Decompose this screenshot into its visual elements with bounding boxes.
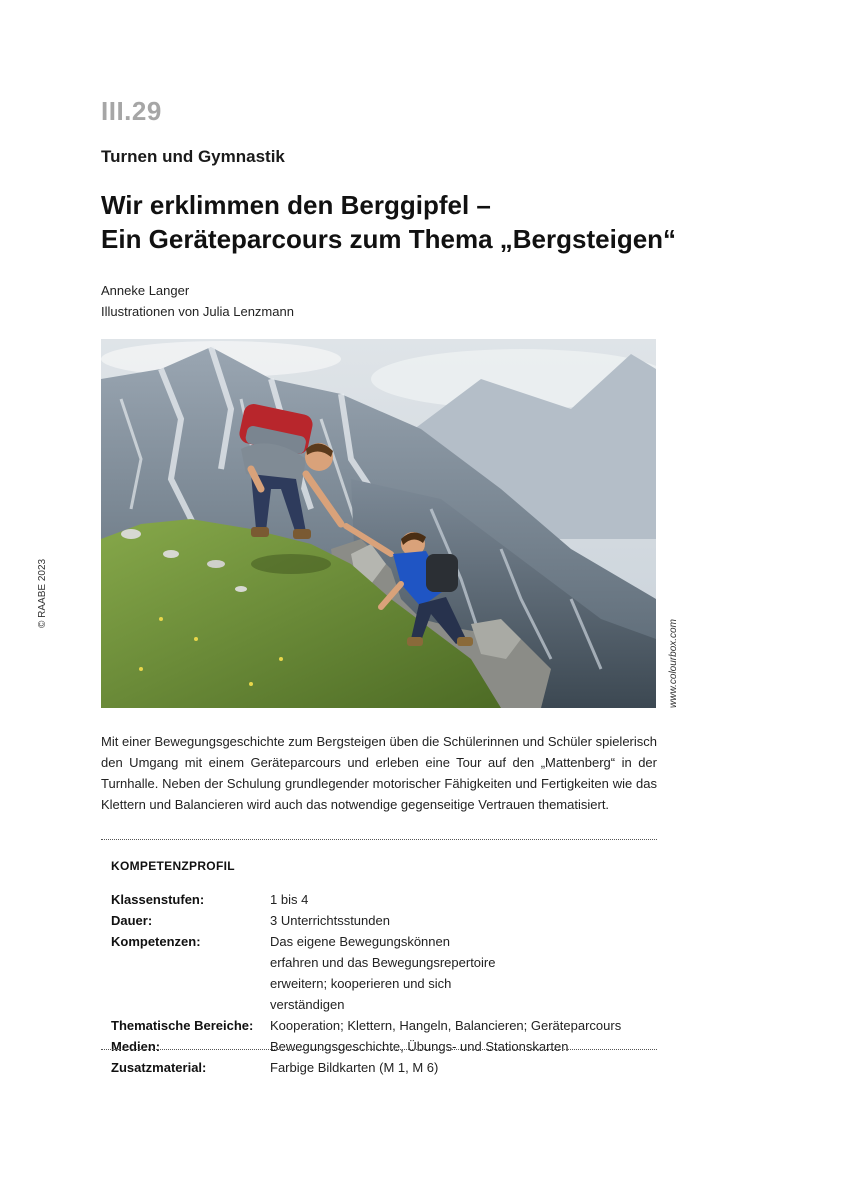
row-label: Zusatzmaterial: bbox=[111, 1060, 207, 1075]
page-title bbox=[101, 188, 676, 256]
section-number: III.29 bbox=[101, 96, 162, 126]
intro-paragraph: Mit einer Bewegungsgeschichte zum Bergsteigen üben die Schülerinnen und Schüler spielerisch den Umgang mit einem Geräteparcours und erleben eine Tour auf den „Mattenberg“ in der Turnhalle. Neben der Schulung grundlegender motorischer Fähigkeiten und Fertigkeiten wie das Klettern und Balancieren wird auch das notwendige gegenseitige Vertrauen thematisiert. bbox=[101, 734, 657, 812]
competence-profile-heading: KOMPETENZPROFIL bbox=[111, 859, 235, 873]
row-label: Dauer: bbox=[111, 913, 153, 928]
row-label: Medien: bbox=[111, 1039, 161, 1054]
table-row bbox=[111, 1036, 651, 1057]
table-row bbox=[111, 889, 651, 910]
author-name: Anneke Langer bbox=[101, 283, 190, 298]
row-value: 1 bis 4 bbox=[270, 892, 309, 907]
author-block bbox=[101, 280, 294, 322]
copyright-notice: © RAABE 2023 bbox=[37, 558, 48, 628]
mountain-hikers-illustration bbox=[101, 339, 656, 708]
row-label: Thematische Bereiche: bbox=[111, 1018, 254, 1033]
category-label: Turnen und Gymnastik bbox=[101, 147, 285, 166]
table-row bbox=[111, 1015, 651, 1036]
table-row bbox=[111, 910, 651, 931]
illustrator-name: Illustrationen von Julia Lenzmann bbox=[101, 304, 294, 319]
title-line-2: Ein Geräteparcours zum Thema „Bergsteigen“ bbox=[101, 224, 677, 254]
table-row bbox=[111, 1057, 651, 1078]
title-line-1: Wir erklimmen den Berggipfel – bbox=[101, 190, 491, 220]
row-value: Das eigene Bewegungskönnen erfahren und das Bewegungsrepertoire erweitern; kooperieren und sich verständigen bbox=[270, 934, 496, 1012]
row-value: Bewegungsgeschichte, Übungs- und Stationskarten bbox=[270, 1039, 569, 1054]
divider-top bbox=[101, 839, 657, 840]
divider-bottom bbox=[101, 1049, 657, 1050]
row-value: 3 Unterrichtsstunden bbox=[270, 913, 390, 928]
hero-photo bbox=[101, 339, 656, 708]
row-label: Klassenstufen: bbox=[111, 892, 205, 907]
row-label: Kompetenzen: bbox=[111, 934, 201, 949]
photo-credit: www.colourbox.com bbox=[668, 619, 679, 708]
row-value: Farbige Bildkarten (M 1, M 6) bbox=[270, 1060, 439, 1075]
row-value: Kooperation; Klettern, Hangeln, Balancieren; Geräteparcours bbox=[270, 1018, 622, 1033]
table-row bbox=[111, 931, 651, 1015]
